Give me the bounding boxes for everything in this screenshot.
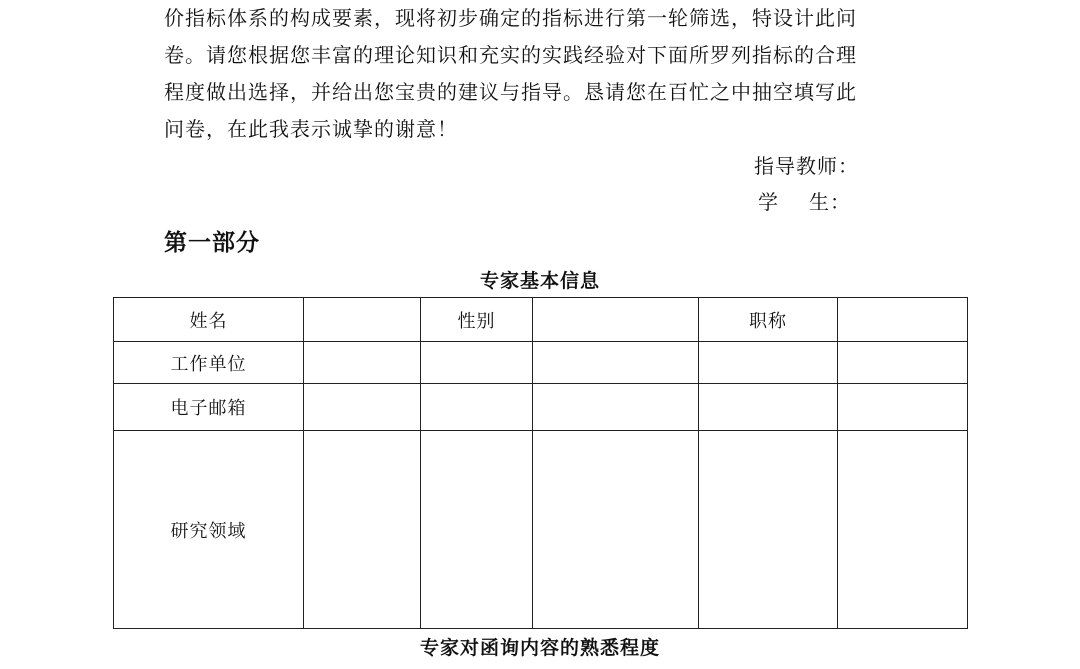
professional-title-input-cell[interactable] <box>838 298 968 342</box>
gender-input-cell[interactable] <box>533 298 699 342</box>
table-row <box>114 384 968 431</box>
intro-paragraph <box>164 0 924 148</box>
workplace-input-cell[interactable] <box>699 342 838 384</box>
research-field-input-cell[interactable] <box>304 431 421 629</box>
advisor-signature-label: 指导教师： <box>754 154 859 178</box>
email-input-cell[interactable] <box>699 384 838 431</box>
research-field-input-cell[interactable] <box>699 431 838 629</box>
section-title: 第一部分 <box>164 230 260 256</box>
gender-label: 性别 <box>421 298 533 342</box>
email-input-cell[interactable] <box>421 384 533 431</box>
research-field-input-cell[interactable] <box>838 431 968 629</box>
student-label-part: 生： <box>809 190 851 214</box>
email-input-cell[interactable] <box>838 384 968 431</box>
student-signature-label <box>758 186 851 215</box>
intro-line: 问卷，在此我表示诚挚的谢意！ <box>164 117 458 141</box>
name-input-cell[interactable] <box>304 298 421 342</box>
intro-line: 价指标体系的构成要素，现将初步确定的指标进行第一轮筛选，特设计此问 <box>164 6 857 30</box>
table-row <box>114 431 968 629</box>
research-field-label: 研究领域 <box>114 431 304 629</box>
table-row <box>114 298 968 342</box>
research-field-input-cell[interactable] <box>421 431 533 629</box>
familiarity-title: 专家对函询内容的熟悉程度 <box>419 637 660 659</box>
workplace-input-cell[interactable] <box>421 342 533 384</box>
professional-title-label: 职称 <box>699 298 838 342</box>
research-field-input-cell[interactable] <box>533 431 699 629</box>
expert-info-title: 专家基本信息 <box>479 270 600 292</box>
workplace-input-cell[interactable] <box>533 342 699 384</box>
student-label-part: 学 <box>758 190 779 214</box>
expert-info-table <box>113 297 968 629</box>
workplace-input-cell[interactable] <box>838 342 968 384</box>
table-row <box>114 342 968 384</box>
name-label: 姓名 <box>114 298 304 342</box>
email-label: 电子邮箱 <box>114 384 304 431</box>
intro-line: 卷。请您根据您丰富的理论知识和充实的实践经验对下面所罗列指标的合理 <box>164 43 857 67</box>
email-input-cell[interactable] <box>533 384 699 431</box>
intro-line: 程度做出选择，并给出您宝贵的建议与指导。恳请您在百忙之中抽空填写此 <box>164 80 857 104</box>
workplace-input-cell[interactable] <box>304 342 421 384</box>
email-input-cell[interactable] <box>304 384 421 431</box>
workplace-label: 工作单位 <box>114 342 304 384</box>
